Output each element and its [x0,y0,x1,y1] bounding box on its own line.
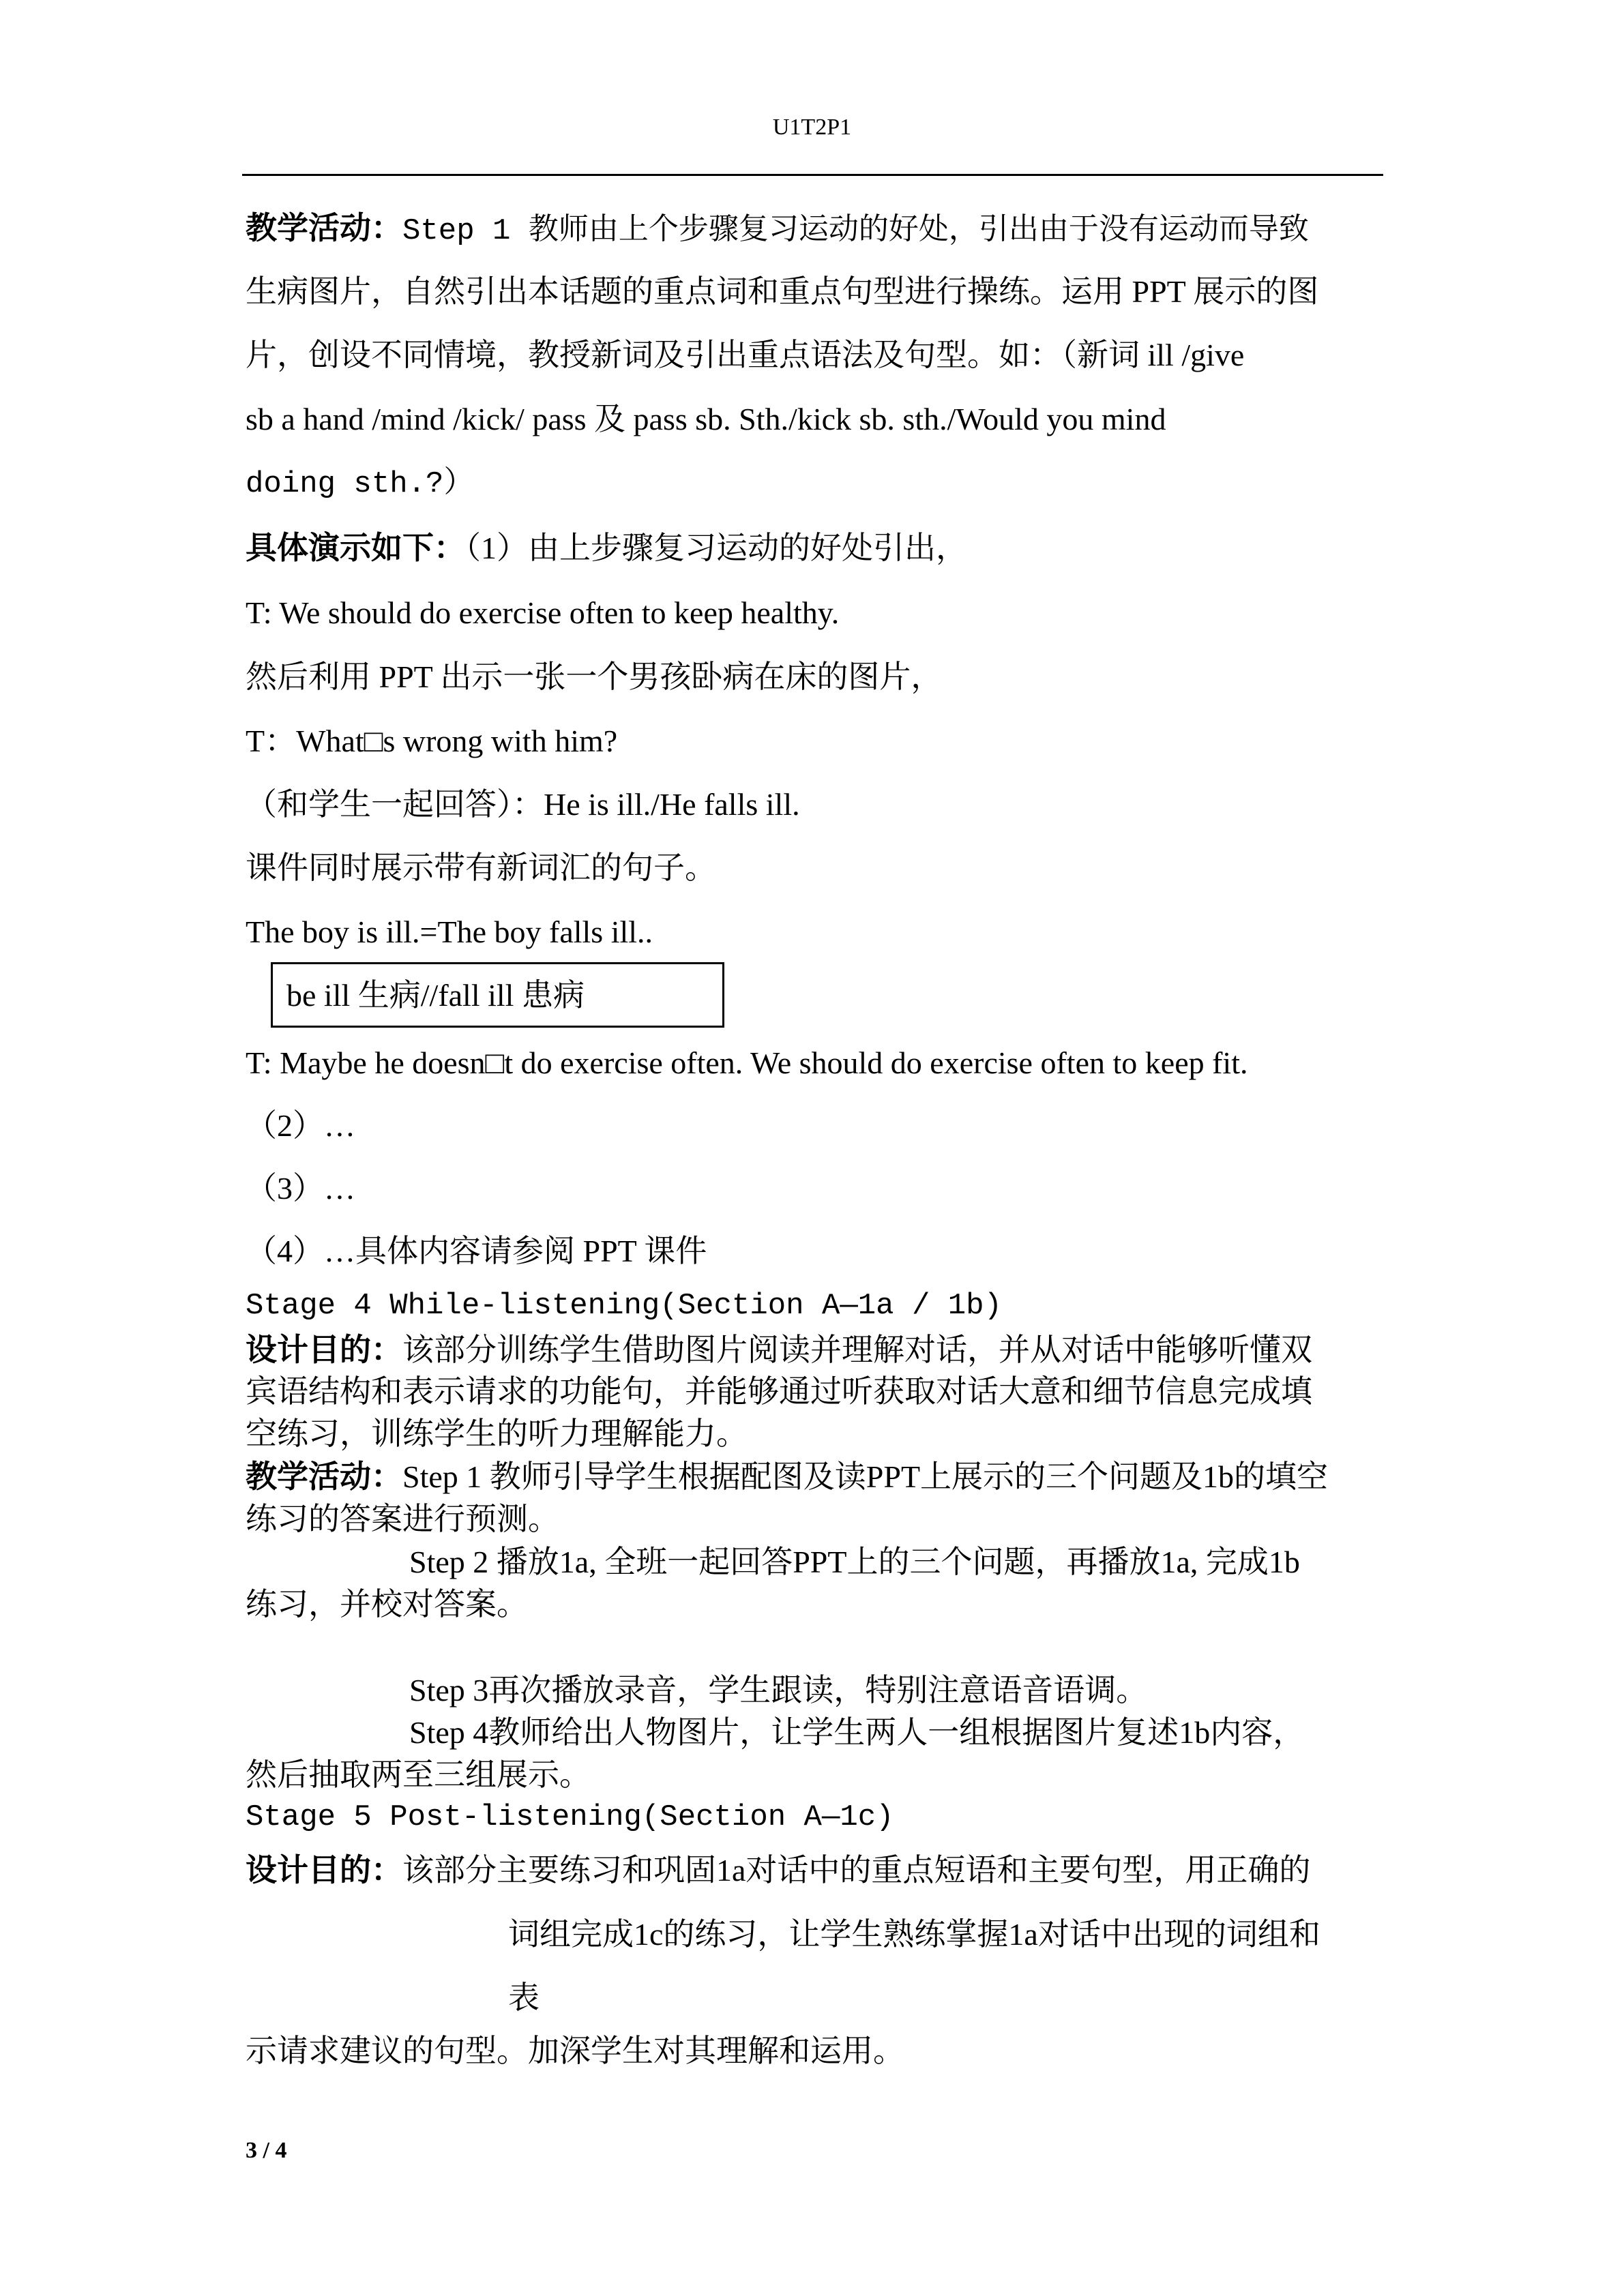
stage-4-purpose-line: 空练习，训练学生的听力理解能力。 [246,1416,748,1451]
answer-line: （和学生一起回答）：He is ill./He falls ill. [246,787,800,822]
activity-text: Step 1 教师由上个步骤复习运动的好处，引出由于没有运动而导致 [402,214,1309,248]
page-number: 3 / 4 [246,2138,287,2163]
example-sentence: The boy is ill.=The boy falls ill.. [246,914,653,949]
stage-5-purpose-line: 示请求建议的句型。加深学生对其理解和运用。 [246,2033,904,2068]
step-line: 然后抽取两至三组展示。 [246,1757,591,1792]
ppt-line: 然后利用 PPT 出示一张一个男孩卧病在床的图片， [246,659,943,694]
purpose-label: 设计目的： [246,1332,402,1367]
teacher-line: T: Maybe he doesn□t do exercise often. We should do exercise often to keep fit. [246,1045,1248,1080]
activity-paragraph-line: 生病图片，自然引出本话题的重点词和重点句型进行操练。运用 PPT 展示的图 [246,274,1319,309]
demo-label: 具体演示如下： [246,531,465,565]
activity-label: 教学活动： [246,1459,402,1494]
purpose-label: 设计目的： [246,1853,402,1888]
demo-line [246,533,967,564]
activity-paragraph-line [246,213,1309,246]
stage-4-activity-line [246,1461,1328,1493]
stage-4-purpose-line [246,1332,1312,1367]
grammar-box-text: be ill 生病//fall ill 患病 [286,978,585,1013]
step-line: Step 2 播放1a, 全班一起回答PPT上的三个问题，再播放1a, 完成1b [409,1545,1300,1579]
activity-label: 教学活动： [246,211,402,245]
stage-5-purpose-line [246,1855,1310,1886]
list-item: （2）… [246,1108,355,1143]
page-header: U1T2P1 [772,115,852,140]
stage-5-title: Stage 5 Post-listening(Section A—1c) [246,1800,894,1834]
step-line: 练习，并校对答案。 [246,1587,528,1622]
header-rule [242,174,1383,176]
stage-4-purpose-line: 宾语结构和表示请求的功能句，并能够通过听获取对话大意和细节信息完成填 [246,1374,1312,1409]
stage-5-purpose-line: 表 [508,1980,540,2015]
list-item: （4）…具体内容请参阅 PPT 课件 [246,1234,707,1268]
activity-paragraph-line: 片，创设不同情境，教授新词及引出重点语法及句型。如：（新词 ill /give [246,338,1245,372]
step-line: Step 4教师给出人物图片，让学生两人一组根据图片复述1b内容， [409,1715,1305,1750]
stage-4-activity-line: 练习的答案进行预测。 [246,1502,559,1536]
purpose-text: 该部分训练学生借助图片阅读并理解对话，并从对话中能够听懂双 [402,1332,1312,1367]
stage-5-purpose-line: 词组完成1c的练习，让学生熟练掌握1a对话中出现的词组和 [508,1917,1320,1952]
demo-text: （1）由上步骤复习运动的好处引出， [465,531,967,565]
step-line: Step 3再次播放录音，学生跟读，特别注意语音语调。 [409,1673,1148,1708]
purpose-text: 该部分主要练习和巩固1a对话中的重点短语和主要句型，用正确的 [402,1853,1311,1888]
activity-paragraph-line: sb a hand /mind /kick/ pass 及 pass sb. Sth./kick sb. sth./Would you mind [246,402,1166,436]
activity-paragraph-line: doing sth.?） [246,467,474,501]
stage-4-title: Stage 4 While-listening(Section A—1a / 1b) [246,1289,1002,1323]
teacher-line: T：What□s wrong with him? [246,724,618,758]
courseware-line: 课件同时展示带有新词汇的句子。 [246,850,716,885]
activity-text: Step 1 教师引导学生根据配图及读PPT上展示的三个问题及1b的填空 [402,1459,1329,1494]
teacher-line: T: We should do exercise often to keep healthy. [246,595,840,630]
list-item: （3）… [246,1171,355,1206]
